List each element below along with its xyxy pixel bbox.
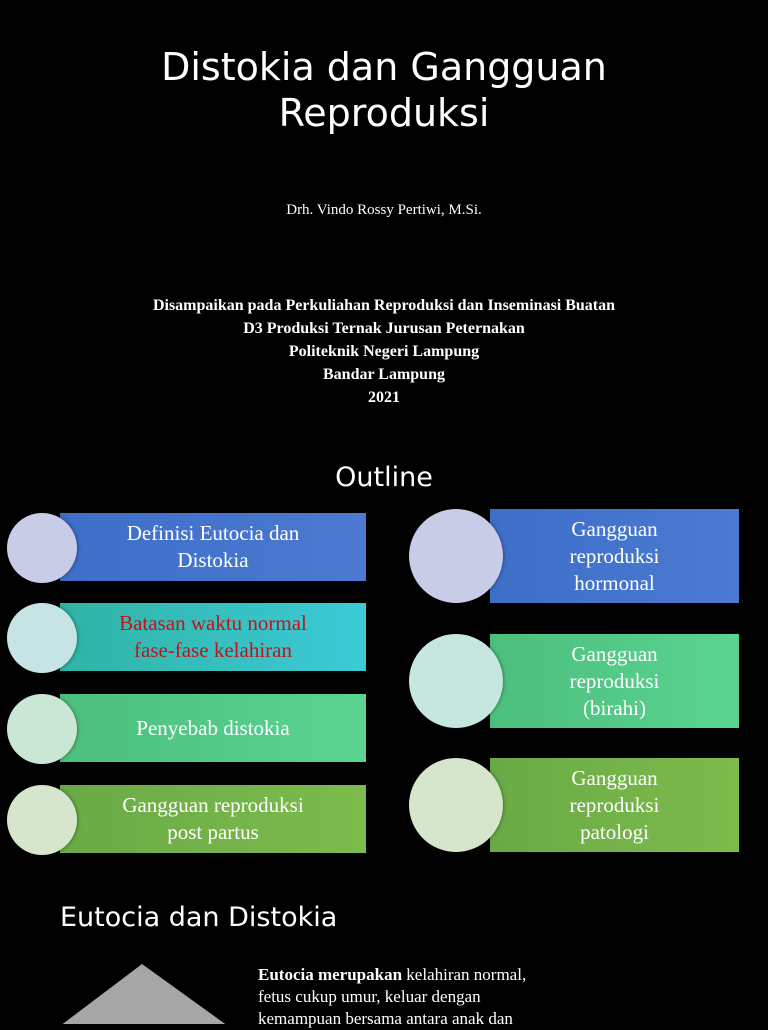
outline-item-label: hormonal [574, 570, 655, 595]
page-title [0, 44, 768, 136]
term-eutocia: Eutocia merupakan [258, 965, 403, 984]
outline-bullet-circle [409, 509, 503, 603]
outline-item-label: reproduksi [569, 668, 660, 693]
info-line: 2021 [368, 389, 400, 406]
outline-item-label: Gangguan [571, 765, 658, 790]
author-name: Drh. Vindo Rossy Pertiwi, M.Si. [286, 202, 482, 218]
outline-bullet-circle [7, 694, 77, 764]
title-line-1: Distokia dan Gangguan [161, 45, 607, 89]
outline-item-label: Batasan waktu normal [119, 611, 307, 635]
outline-bullet-circle [409, 634, 503, 728]
para-text: fetus cukup umur, keluar dengan [258, 987, 481, 1006]
outline-item-birahi [490, 634, 739, 728]
title-line-2: Reproduksi [278, 91, 490, 135]
outline-item-label: (birahi) [583, 695, 646, 720]
outline-item-batasan [60, 603, 366, 671]
outline-item-label: Distokia [177, 548, 249, 572]
outline-item-label: Gangguan [571, 516, 658, 541]
info-line: Disampaikan pada Perkuliahan Reproduksi dan Inseminasi Buatan [152, 297, 616, 314]
outline-bullet-circle [7, 785, 77, 855]
outline-bullet-circle [409, 758, 503, 852]
course-info [0, 294, 768, 409]
outline-item-label: fase-fase kelahiran [134, 638, 292, 662]
para-text: kemampuan bersama antara anak dan [258, 1009, 513, 1028]
pyramid-shape [60, 964, 230, 1024]
outline-item-label: Gangguan [571, 641, 658, 666]
info-line: Bandar Lampung [323, 366, 445, 383]
outline-item-label: Gangguan reproduksi [122, 793, 304, 817]
outline-bullet-circle [7, 513, 77, 583]
outline-item-label: patologi [580, 819, 649, 844]
outline-item-label: Penyebab distokia [136, 715, 290, 740]
outline-item-definisi [60, 513, 366, 581]
para-text: kelahiran normal, [402, 965, 527, 984]
outline-item-patologi [490, 758, 739, 852]
info-line: D3 Produksi Ternak Jurusan Peternakan [243, 320, 525, 337]
outline-heading: Outline [335, 462, 433, 493]
info-line: Politeknik Negeri Lampung [288, 343, 480, 360]
section-heading: Eutocia dan Distokia [60, 902, 338, 933]
outline-item-hormonal [490, 509, 739, 603]
outline-item-label: Definisi Eutocia dan [126, 521, 300, 545]
outline-item-postpartus [60, 785, 366, 853]
outline-item-penyebab [60, 694, 366, 762]
eutocia-definition [258, 964, 618, 1030]
outline-item-label: reproduksi [569, 792, 660, 817]
outline-item-label: reproduksi [569, 543, 660, 568]
pyramid-top [60, 964, 228, 1024]
outline-item-label: post partus [167, 820, 259, 844]
outline-bullet-circle [7, 603, 77, 673]
